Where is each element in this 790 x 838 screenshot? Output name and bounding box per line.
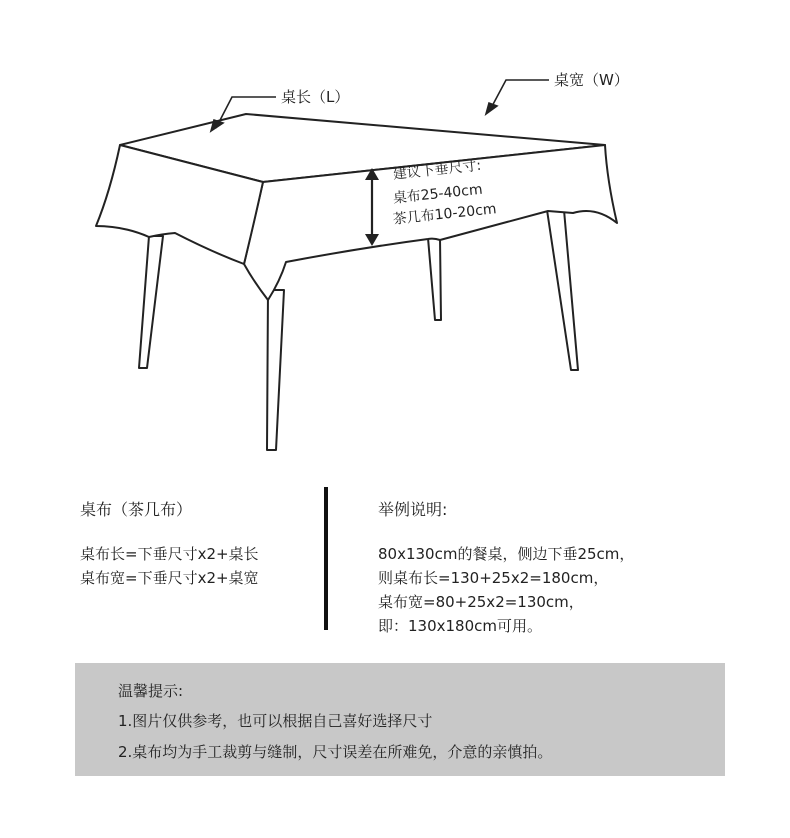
example-line-1: 80x130cm的餐桌，侧边下垂25cm，	[378, 545, 635, 563]
leg-front-right	[267, 290, 284, 450]
example-line-2: 则桌布长=130+25x2=180cm，	[378, 569, 609, 587]
example-heading: 举例说明:	[378, 500, 448, 519]
leg-back-middle	[428, 238, 441, 320]
tips-line-2: 2.桌布均为手工裁剪与缝制，尺寸误差在所难免，介意的亲慎拍。	[118, 743, 553, 761]
example-section	[378, 497, 778, 638]
drop-note-title: 建议下垂尺寸:	[392, 157, 483, 183]
example-line-3: 桌布宽=80+25x2=130cm，	[378, 593, 584, 611]
tips-box	[75, 663, 725, 776]
leg-back-right	[547, 210, 578, 370]
formula-length: 桌布长=下垂尺寸x2+桌长	[80, 545, 259, 563]
drop-note-coffee-table: 茶几布10-20cm	[392, 201, 498, 228]
leg-front-left	[139, 236, 163, 368]
formula-section	[80, 497, 320, 590]
tips-title: 温馨提示:	[118, 682, 184, 700]
formula-heading: 桌布（茶几布）	[80, 500, 193, 519]
formula-width: 桌布宽=下垂尺寸x2+桌宽	[80, 569, 259, 587]
drop-note-tablecloth: 桌布25-40cm	[392, 181, 484, 207]
example-line-4: 即：130x180cm可用。	[378, 617, 542, 635]
table-length-label: 桌长（L）	[281, 88, 350, 106]
tips-line-1: 1.图片仅供参考，也可以根据自己喜好选择尺寸	[118, 712, 433, 730]
table-width-label: 桌宽（W）	[554, 71, 629, 89]
section-divider	[324, 487, 328, 630]
